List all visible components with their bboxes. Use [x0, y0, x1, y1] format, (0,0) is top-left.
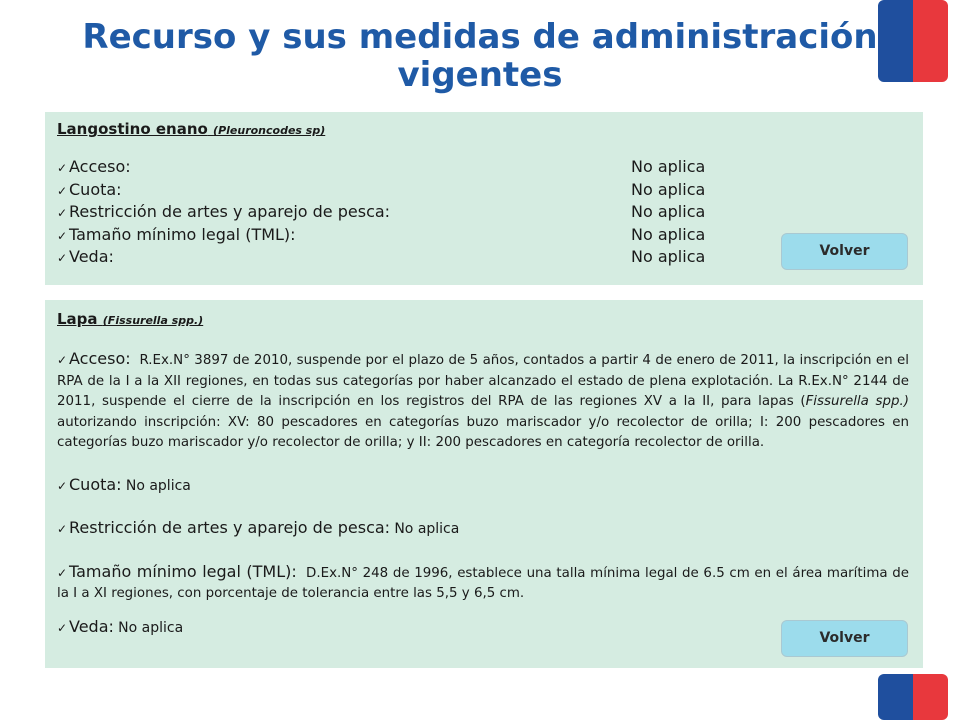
check-icon: ✓	[57, 228, 68, 243]
measure-value: No aplica	[118, 619, 184, 636]
list-item	[57, 156, 909, 179]
measure-label: Tamaño mínimo legal (TML):	[69, 561, 297, 581]
measure-label: Acceso:	[69, 349, 131, 368]
measure-label: Cuota:	[69, 474, 122, 494]
check-icon: ✓	[57, 183, 68, 198]
measure-label: Cuota:	[69, 179, 122, 199]
species-name: Langostino enano	[57, 120, 208, 138]
check-icon: ✓	[57, 353, 68, 367]
measure-value: No aplica	[125, 477, 191, 494]
measure-text: autorizando inscripción: XV: 80 pescadores en categorías buzo mariscador y/o recolector de orilla; I: 200 pescadores en categorías buzo mariscador y/o recolector de orilla; y II: 200 pescadores en categoría recolector de orilla.	[57, 414, 909, 450]
species-scientific-name: (Fissurella spp.)	[102, 314, 204, 327]
measure-restriccion	[57, 518, 909, 541]
species-heading	[57, 120, 909, 138]
check-icon: ✓	[57, 251, 68, 265]
list-item	[57, 179, 909, 202]
measure-cuota	[57, 475, 909, 498]
measure-label: Veda:	[69, 247, 114, 266]
check-icon: ✓	[57, 478, 68, 493]
measure-label: Acceso:	[69, 157, 131, 176]
measure-label: Restricción de artes y aparejo de pesca:	[69, 518, 391, 537]
measure-label: Restricción de artes y aparejo de pesca:	[69, 202, 391, 221]
check-icon: ✓	[57, 620, 68, 635]
measure-label: Tamaño mínimo legal (TML):	[69, 224, 296, 244]
check-icon: ✓	[57, 565, 68, 580]
volver-button[interactable]: Volver	[781, 620, 908, 657]
list-item	[57, 201, 909, 224]
measure-value: No aplica	[631, 157, 706, 176]
measure-text: R.Ex.N° 3897 de 2010, suspende por el plazo de 5 años, contados a partir 4 de enero de 2011, la inscripción en el RPA de la I a la XII regiones, en todas sus categorías por haber alcanzado el estado de plena explotación. La R.Ex.N° 2144 de 2011, suspende el cierre de la inscripción en los registros del RPA de las regiones XV a la II, para lapas (	[57, 353, 910, 409]
measure-value: No aplica	[631, 202, 706, 221]
volver-button[interactable]: Volver	[781, 233, 908, 270]
measure-value: No aplica	[631, 247, 706, 266]
check-icon: ✓	[57, 161, 68, 175]
chile-flag-decoration	[878, 674, 948, 720]
measure-tml	[57, 562, 909, 605]
panel-lapa	[45, 300, 923, 668]
check-icon: ✓	[57, 206, 68, 220]
page-title: Recurso y sus medidas de administración vigentes	[82, 17, 878, 95]
measure-label: Veda:	[69, 616, 114, 636]
species-scientific-name: (Pleuroncodes sp)	[213, 124, 326, 137]
species-name: Lapa	[57, 310, 98, 328]
species-heading	[57, 310, 909, 328]
measure-text-italic: Fissurella spp.)	[805, 394, 909, 409]
measure-text: D.Ex.N° 248 de 1996, establece una talla mínima legal de 6.5 cm en el área marítima de la I a XI regiones, con porcentaje de tolerancia entre las 5,5 y 6,5 cm.	[57, 565, 910, 601]
measure-value: No aplica	[394, 521, 460, 537]
measure-value: No aplica	[631, 224, 706, 244]
measure-acceso	[57, 349, 909, 454]
measure-value: No aplica	[631, 179, 706, 199]
check-icon: ✓	[57, 522, 68, 536]
